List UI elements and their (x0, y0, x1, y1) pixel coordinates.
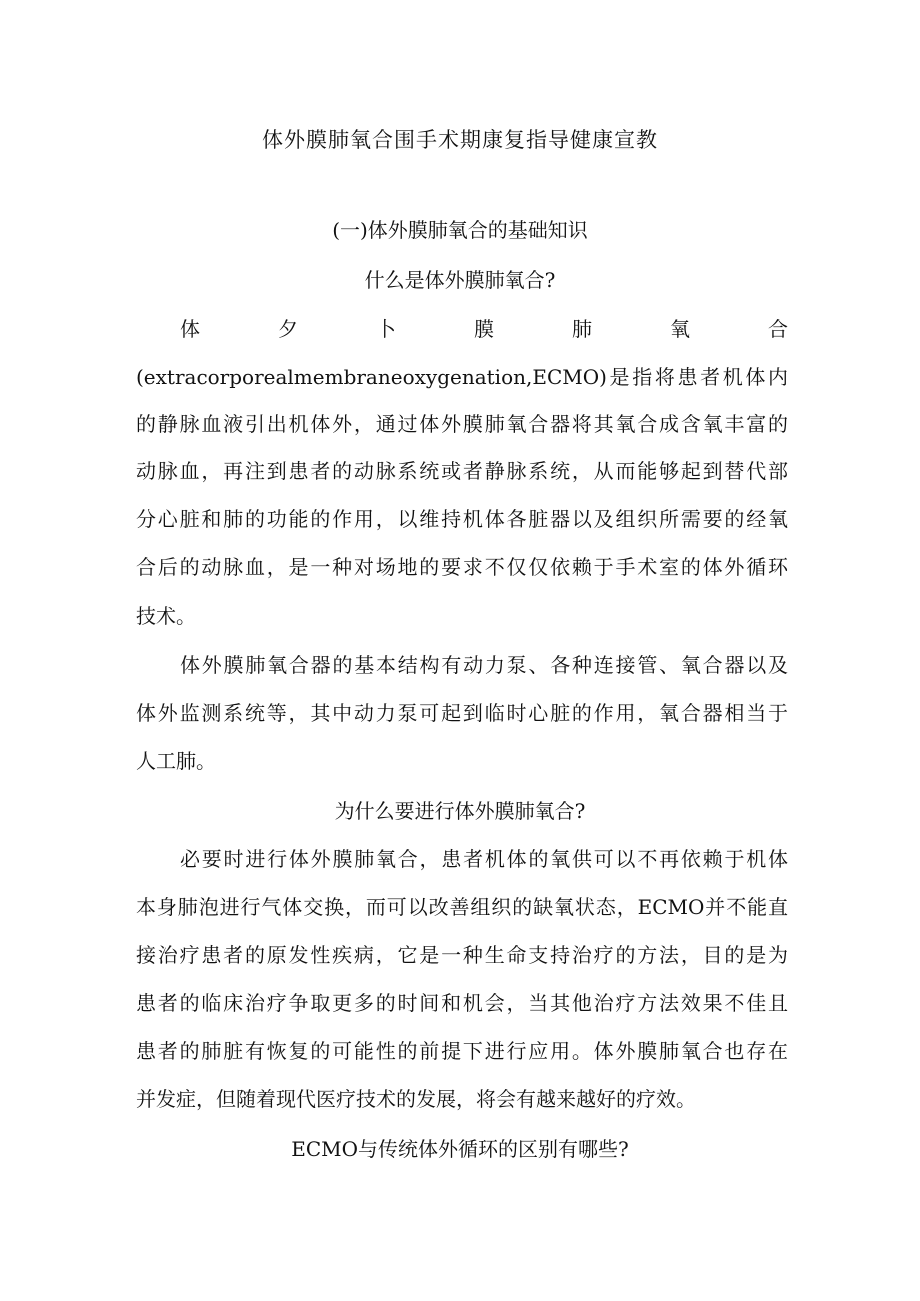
paragraph-2-line: 人工肺。 (136, 749, 216, 773)
spread-char: 氧 (670, 317, 690, 341)
question-heading-1: 什么是体外膜肺氧合? (364, 268, 556, 292)
paragraph-2-line: 体外监测系统等，其中动力泵可起到临时心脏的作用，氧合器相当于 (136, 701, 788, 725)
paragraph-3-line: 并发症，但随着现代医疗技术的发展，将会有越来越好的疗效。 (136, 1087, 696, 1111)
section-heading: (一)体外膜肺氧合的基础知识 (332, 218, 588, 242)
paragraph-3-line: 本身肺泡进行气体交换，而可以改善组织的缺氧状态，ECMO并不能直 (136, 895, 788, 919)
paragraph-2-line: 体外膜肺氧合器的基本结构有动力泵、各种连接管、氧合器以及 (180, 653, 788, 677)
paragraph-1-line: 技术。 (136, 604, 196, 628)
spread-char: 夕 (278, 317, 298, 341)
question-heading-2: 为什么要进行体外膜肺氧合? (334, 799, 586, 823)
spread-char: 肺 (572, 317, 592, 341)
paragraph-3-line: 患者的临床治疗争取更多的时间和机会，当其他治疗方法效果不佳且 (136, 991, 788, 1015)
spread-char: 卜 (376, 317, 396, 341)
spread-char: 合 (768, 317, 788, 341)
paragraph-3-line: 接治疗患者的原发性疾病，它是一种生命支持治疗的方法，目的是为 (136, 943, 788, 967)
paragraph-1-line: 合后的动脉血，是一种对场地的要求不仅仅依赖于手术室的体外循环 (136, 555, 788, 579)
paragraph-1-line: (extracorporealmembraneoxygenation,ECMO)是指将患者机体内 (136, 365, 788, 389)
paragraph-3-line: 患者的肺脏有恢复的可能性的前提下进行应用。体外膜肺氧合也存在 (136, 1039, 788, 1063)
paragraph-1-line: 的静脉血液引出机体外，通过体外膜肺氧合器将其氧合成含氧丰富的 (136, 412, 788, 436)
spread-char: 膜 (474, 317, 494, 341)
paragraph-1-line: 动脉血，再注到患者的动脉系统或者静脉系统，从而能够起到替代部 (136, 459, 788, 483)
paragraph-1-line: 分心脏和肺的功能的作用，以维持机体各脏器以及组织所需要的经氧 (136, 507, 788, 531)
paragraph-1-spread-line (180, 313, 788, 345)
paragraph-3-line: 必要时进行体外膜肺氧合，患者机体的氧供可以不再依赖于机体 (180, 847, 788, 871)
spread-char: 体 (180, 317, 200, 341)
question-heading-3: ECMO与传统体外循环的区别有哪些? (291, 1137, 629, 1161)
document-title: 体外膜肺氧合围手术期康复指导健康宣教 (262, 128, 658, 152)
